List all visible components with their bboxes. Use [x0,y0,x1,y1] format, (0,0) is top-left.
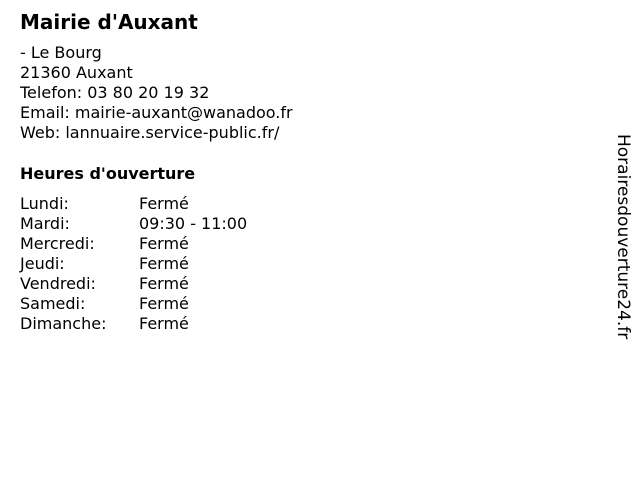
address-street: - Le Bourg [20,43,102,62]
hours-time: Fermé [139,234,189,253]
hours-day: Mardi: [20,214,70,233]
hours-time: Fermé [139,314,189,333]
phone-line: Telefon: 03 80 20 19 32 [20,83,210,102]
site-brand-vertical: Horairesdouverture24.fr [613,134,633,340]
hours-time: Fermé [139,274,189,293]
address-city: 21360 Auxant [20,63,133,82]
hours-day: Lundi: [20,194,69,213]
hours-time: Fermé [139,194,189,213]
hours-time: 09:30 - 11:00 [139,214,248,233]
hours-day: Vendredi: [20,274,96,293]
hours-day: Dimanche: [20,314,107,333]
web-line: Web: lannuaire.service-public.fr/ [20,123,280,142]
hours-day: Samedi: [20,294,86,313]
page-title: Mairie d'Auxant [20,10,198,34]
hours-time: Fermé [139,294,189,313]
hours-day: Jeudi: [20,254,65,273]
address-block [20,43,293,143]
hours-heading: Heures d'ouverture [20,164,196,183]
hours-time: Fermé [139,254,189,273]
email-line: Email: mairie-auxant@wanadoo.fr [20,103,293,122]
hours-day: Mercredi: [20,234,95,253]
